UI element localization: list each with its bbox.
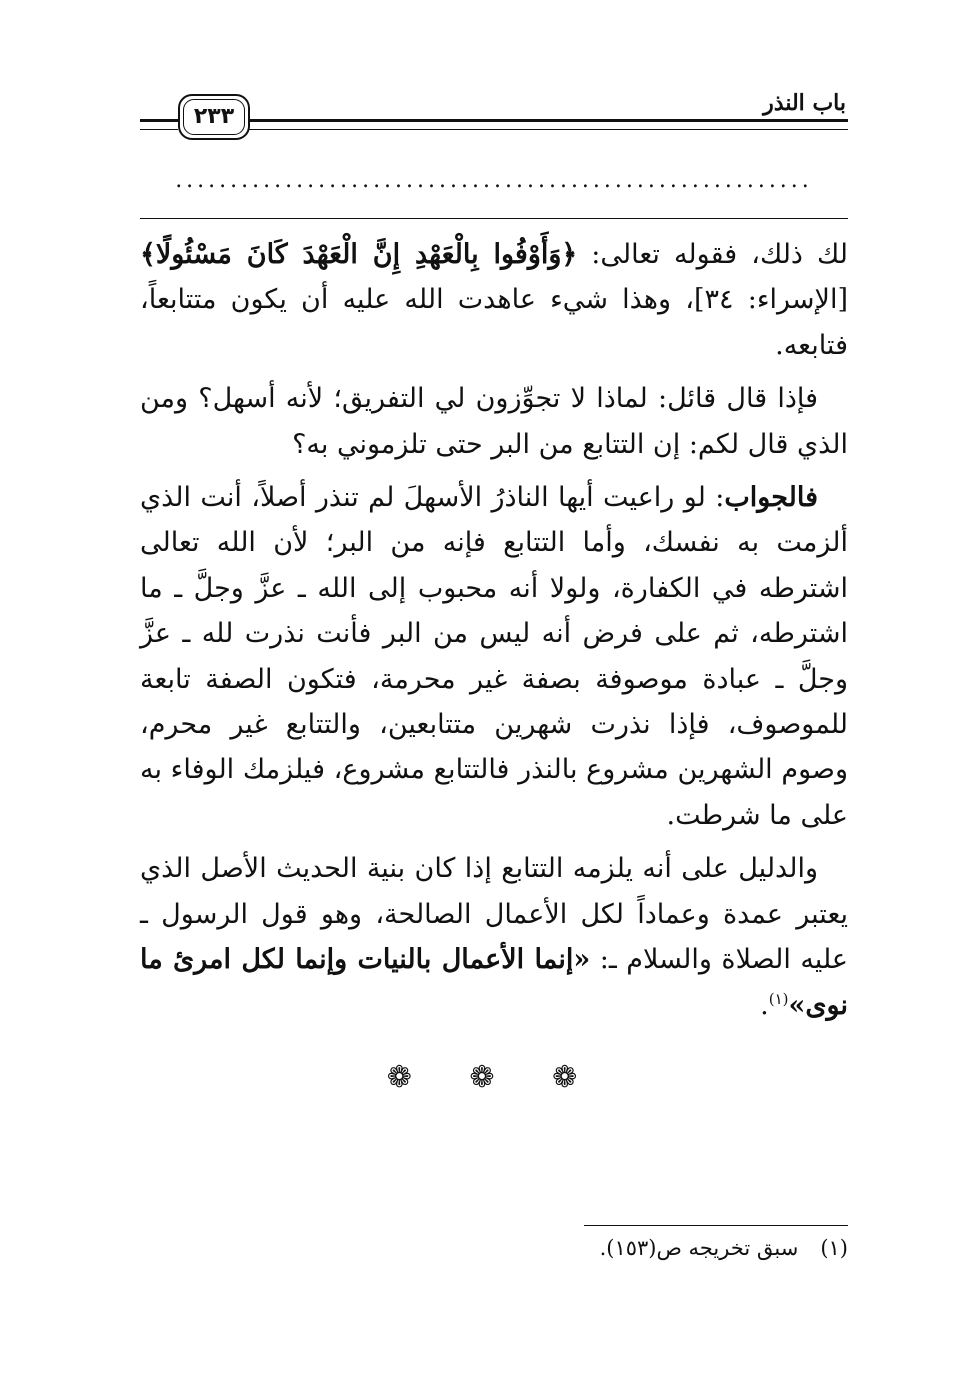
section-rule [140,218,848,219]
page-number-badge [178,94,250,140]
answer-label: فالجواب [724,482,818,514]
paragraph-4-start: والدليل على أنه يلزمه التتابع إذا كان بنية الحديث الأصل الذي يعتبر عمدة وعماداً لكل الأعمال الصالحة، وهو قول الرسول ـ عليه الصلاة والسلام ـ: [140,853,849,976]
footnote-number: (١) [820,1236,848,1260]
footnote-text: سبق تخريجه ص(١٥٣). [599,1236,799,1260]
page-number-frame [183,99,245,135]
chapter-title: باب النذر [763,90,846,116]
footnote-reference: (١) [768,989,789,1008]
quran-verse: ﴿وَأَوْفُوا بِالْعَهْدِ إِنَّ الْعَهْدَ كَانَ مَسْئُولًا﴾ [140,239,578,270]
paragraph-3-text: : لو راعيت أيها الناذرُ الأسهلَ لم تنذر أصلاً، أنت الذي ألزمت به نفسك، وأما التتابع فإنه من البر؛ لأن الله تعالى اشترطه في الكفارة، ولولا أنه محبوب إلى الله ـ عزَّ وجلَّ ـ ما اشترطه، ثم على فرض أنه ليس من البر فأنت نذرت لله ـ عزَّ وجلَّ ـ عبادة موصوفة بصفة غير محرمة، فتكون الصفة تابعة للموصوف، فإذا نذرت شهرين متتابعين، والتتابع غير محرم، وصوم الشهرين مشروع بالنذر فالتتابع مشروع، فيلزمك الوفاء به على ما شرطت. [140,482,848,831]
page-number: ٢٣٣ [193,104,235,129]
paragraph-3 [140,475,848,838]
paragraph-1-end: [الإسراء: ٣٤]، وهذا شيء عاهدت الله عليه أن يكون متتابعاً، فتابعه. [140,284,848,361]
header-double-rule [248,119,848,130]
footnote-rule [584,1225,848,1226]
main-text [140,232,848,1036]
paragraph-4-end: . [760,989,769,1021]
footnote [600,1236,848,1260]
paragraph-4 [140,846,848,1028]
paragraph-1 [140,232,848,368]
hadith-quote: «إنما الأعمال بالنيات وإنما لكل امرئ ما نوى» [140,944,848,1021]
section-end-ornaments: ❁ ❁ ❁ [386,1060,602,1095]
paragraph-1-start: لك ذلك، فقوله تعالى: [577,239,848,270]
paragraph-2: فإذا قال قائل: لماذا لا تجوِّزون لي التفريق؛ لأنه أسهل؟ ومن الذي قال لكم: إن التتابع من البر حتى تلزموني به؟ [140,383,848,460]
header-double-rule-left [140,119,178,130]
dotted-separator: .......................................................... [175,168,813,193]
